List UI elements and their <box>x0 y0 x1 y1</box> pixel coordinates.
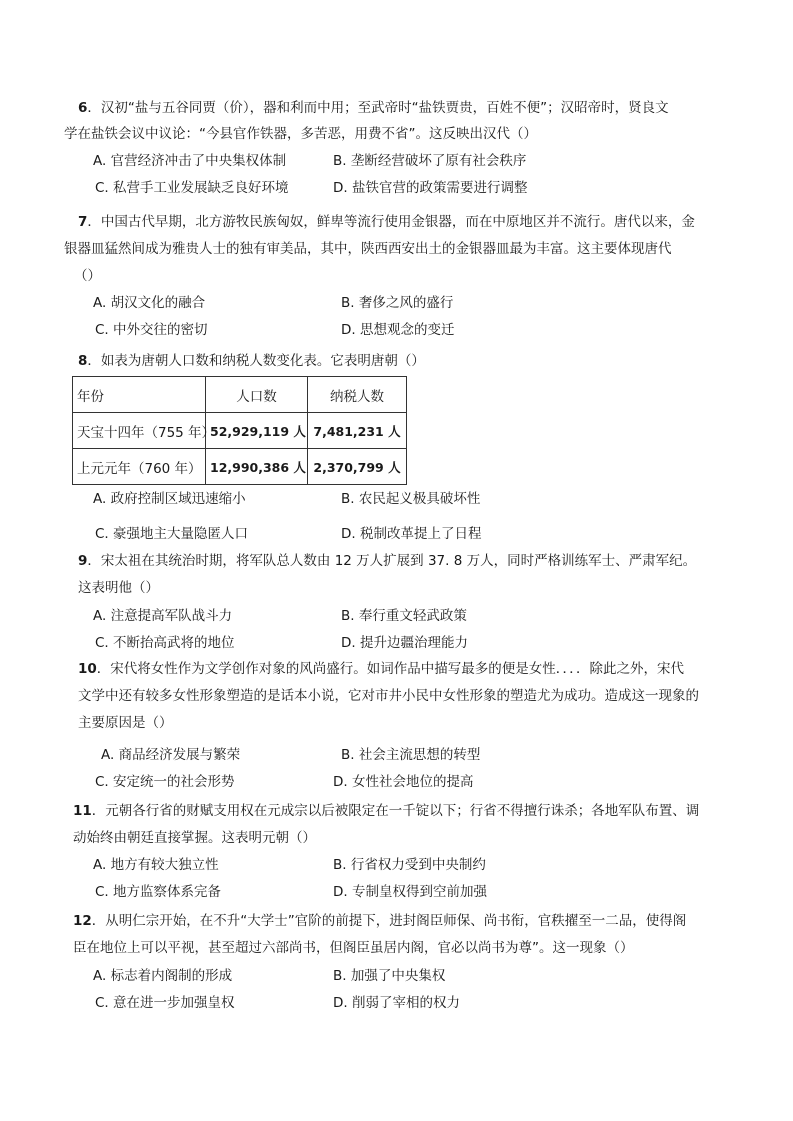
question-6-option-b[interactable]: B. 垄断经营破坏了原有社会秩序 <box>333 153 527 169</box>
question-9-stem-line-1: 9．宋太祖在其统治时期，将军队总人数由 12 万人扩展到 37. 8 万人，同时严格训练军士、严肃军纪。 <box>78 553 697 569</box>
table-row <box>73 413 407 449</box>
question-8-option-a[interactable]: A. 政府控制区域迅速缩小 <box>93 491 246 507</box>
table-header-population: 人口数 <box>206 377 308 413</box>
question-6-option-a[interactable]: A. 官营经济冲击了中央集权体制 <box>93 153 287 169</box>
table-header-row <box>73 377 407 413</box>
table-header-taxpayers: 纳税人数 <box>308 377 407 413</box>
question-8-option-c[interactable]: C. 豪强地主大量隐匿人口 <box>95 526 249 542</box>
question-12-option-a[interactable]: A. 标志着内阁制的形成 <box>93 968 233 984</box>
table-cell-population: 12,990,386 人 <box>206 449 308 485</box>
question-7-option-c[interactable]: C. 中外交往的密切 <box>95 322 208 338</box>
question-10-stem-line-2: 文学中还有较多女性形象塑造的是话本小说，它对市井小民中女性形象的塑造尤为成功。造成这一现象的 <box>78 688 699 704</box>
question-11-option-d[interactable]: D. 专制皇权得到空前加强 <box>333 884 487 900</box>
table-cell-taxpayers: 2,370,799 人 <box>308 449 407 485</box>
question-7-option-b[interactable]: B. 奢侈之风的盛行 <box>341 295 454 311</box>
question-6-option-d[interactable]: D. 盐铁官营的政策需要进行调整 <box>333 180 528 196</box>
question-10-stem-line-1: 10．宋代将女性作为文学创作对象的风尚盛行。如词作品中描写最多的便是女性．．．．除此之外，宋代 <box>78 661 685 677</box>
table-cell-population: 52,929,119 人 <box>206 413 308 449</box>
question-9-option-c[interactable]: C. 不断抬高武将的地位 <box>95 635 235 651</box>
question-10-option-c[interactable]: C. 安定统一的社会形势 <box>95 774 235 790</box>
question-12-option-d[interactable]: D. 削弱了宰相的权力 <box>333 995 460 1011</box>
question-11-stem-line-1: 11．元朝各行省的财赋支用权在元成宗以后被限定在一千锭以下；行省不得擅行诛杀；各地军队布置、调 <box>73 803 700 819</box>
question-7-stem-line-2: 银器皿猛然间成为雅贵人士的独有审美品，其中，陕西西安出土的金银器皿最为丰富。这主要体现唐代 <box>64 241 672 257</box>
question-6-stem-line-2: 学在盐铁会议中议论：“今县官作铁器，多苦恶，用费不省”。这反映出汉代（） <box>64 126 537 142</box>
question-6-option-c[interactable]: C. 私营手工业发展缺乏良好环境 <box>95 180 289 196</box>
table-cell-year: 天宝十四年（755 年） <box>73 413 206 449</box>
question-11-option-b[interactable]: B. 行省权力受到中央制约 <box>333 857 486 873</box>
question-8-option-b[interactable]: B. 农民起义极具破坏性 <box>341 491 481 507</box>
population-tax-table <box>72 376 407 485</box>
question-6-stem-line-1: 6．汉初“盐与五谷同贾（价），器和利而中用；至武帝时“盐铁贾贵，百姓不便”；汉昭帝时，贤良文 <box>78 100 669 116</box>
question-8-stem-line-1: 8．如表为唐朝人口数和纳税人数变化表。它表明唐朝（） <box>78 353 425 369</box>
question-7-option-d[interactable]: D. 思想观念的变迁 <box>341 322 455 338</box>
question-12-option-c[interactable]: C. 意在进一步加强皇权 <box>95 995 235 1011</box>
question-9-option-a[interactable]: A. 注意提高军队战斗力 <box>93 608 233 624</box>
question-7-stem-line-3: （） <box>74 268 101 284</box>
question-9-option-d[interactable]: D. 提升边疆治理能力 <box>341 635 468 651</box>
table-cell-year: 上元元年（760 年） <box>73 449 206 485</box>
question-11-option-a[interactable]: A. 地方有较大独立性 <box>93 857 219 873</box>
question-10-option-b[interactable]: B. 社会主流思想的转型 <box>341 747 481 763</box>
table-header-year: 年份 <box>73 377 206 413</box>
question-11-stem-line-2: 动始终由朝廷直接掌握。这表明元朝（） <box>73 830 316 846</box>
table-row <box>73 449 407 485</box>
question-12-option-b[interactable]: B. 加强了中央集权 <box>333 968 446 984</box>
question-11-option-c[interactable]: C. 地方监察体系完备 <box>95 884 222 900</box>
question-12-stem-line-1: 12．从明仁宗开始，在不升“大学士”官阶的前提下，进封阁臣师保、尚书衔，官秩擢至一二品，使得阁 <box>73 913 687 929</box>
question-12-stem-line-2: 臣在地位上可以平视，甚至超过六部尚书，但阁臣虽居内阁，官必以尚书为尊”。这一现象（） <box>73 940 634 956</box>
question-10-option-a[interactable]: A. 商品经济发展与繁荣 <box>101 747 241 763</box>
question-10-option-d[interactable]: D. 女性社会地位的提高 <box>333 774 474 790</box>
question-7-stem-line-1: 7．中国古代早期，北方游牧民族匈奴，鲜卑等流行使用金银器，而在中原地区并不流行。唐代以来，金 <box>78 214 695 230</box>
question-9-option-b[interactable]: B. 奉行重文轻武政策 <box>341 608 467 624</box>
question-8-option-d[interactable]: D. 税制改革提上了日程 <box>341 526 482 542</box>
question-9-stem-line-2: 这表明他（） <box>78 580 159 596</box>
question-7-option-a[interactable]: A. 胡汉文化的融合 <box>93 295 206 311</box>
table-cell-taxpayers: 7,481,231 人 <box>308 413 407 449</box>
question-10-stem-line-3: 主要原因是（） <box>78 715 173 731</box>
